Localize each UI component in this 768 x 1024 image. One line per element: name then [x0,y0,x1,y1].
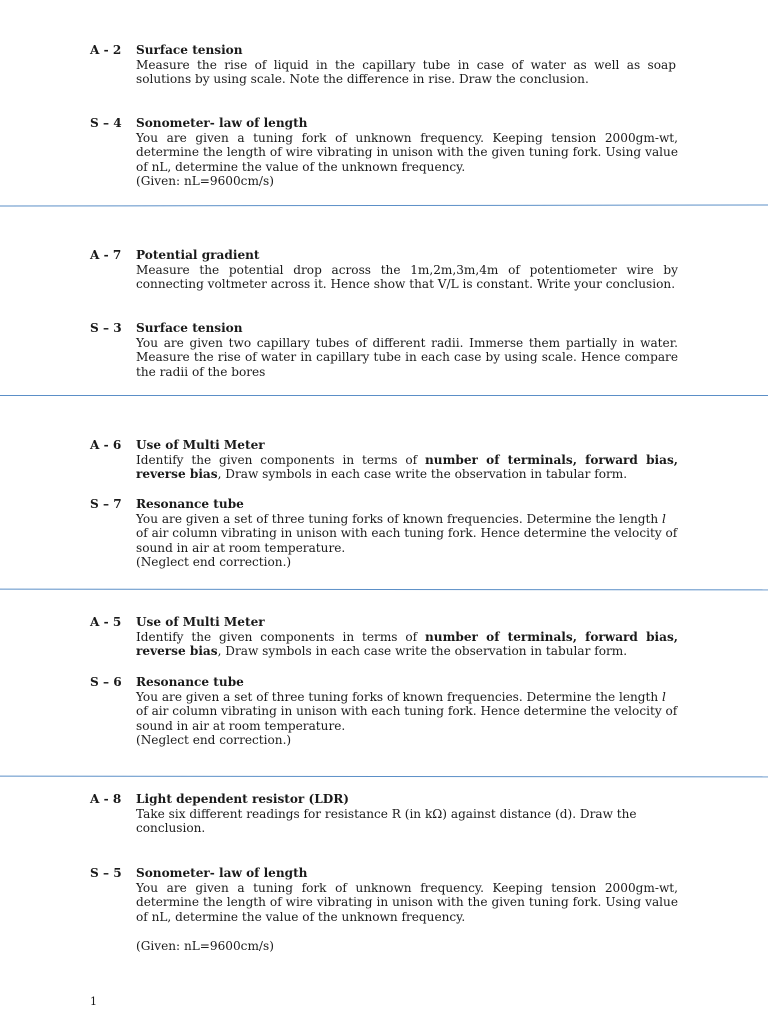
experiment-description [136,512,678,556]
body-text: Identify the given components in terms of [136,629,425,644]
experiment-note: (Given: nL=9600cm/s) [136,938,274,953]
experiment-title: Potential gradient [136,248,260,262]
experiment-description: Take six different readings for resistance R (in kΩ) against distance (d). Draw the conclusion. [136,806,637,836]
experiment-title: Resonance tube [136,675,244,689]
experiment-body [136,263,678,292]
experiment-note: (Neglect end correction.) [136,555,292,570]
experiment-title: Use of Multi Meter [136,438,265,452]
experiment-description: You are given a tuning fork of unknown frequency. Keeping tension 2000gm-wt, determine the length of wire vibrating in unison with the given tuning fork. Using value of nL, determine the value of the unknown frequency. [136,130,678,174]
experiment-title: Light dependent resistor (LDR) [136,792,349,806]
spacer [136,924,678,939]
experiment-code: S – 7 [90,497,122,511]
section-divider [0,776,768,778]
section-divider [0,204,768,206]
experiment-body [136,58,676,87]
experiment-code: A - 7 [90,248,122,262]
experiment-code: A - 6 [90,438,122,452]
body-text: You are given a set of three tuning forks of known frequencies. Determine the length [136,689,663,704]
body-text: of air column vibrating in unison with each tuning fork. Hence determine the velocity of sound in air at room temperature. [136,704,678,733]
experiment-code: A - 2 [90,43,122,57]
experiment-title: Use of Multi Meter [136,615,265,629]
experiment-body [136,807,678,836]
experiment-body [136,453,678,482]
experiment-body [136,512,678,570]
experiment-title: Surface tension [136,43,243,57]
experiment-title: Surface tension [136,321,243,335]
experiment-title: Sonometer- law of length [136,116,308,130]
experiment-code: A - 8 [90,792,122,806]
experiment-note: (Given: nL=9600cm/s) [136,174,274,189]
page-number: 1 [90,995,97,1008]
body-text: You are given a set of three tuning forks of known frequencies. Determine the length [136,511,663,526]
body-text: of air column vibrating in unison with each tuning fork. Hence determine the velocity of sound in air at room temperature. [136,526,678,555]
experiment-title: Sonometer- law of length [136,866,308,880]
experiment-description [136,690,678,734]
section-divider [0,589,768,591]
experiment-description [136,453,678,482]
body-italic-text: l [662,511,666,526]
experiment-description [136,630,678,659]
experiment-title: Resonance tube [136,497,244,511]
body-text: , Draw symbols in each case write the observation in tabular form. [217,644,628,659]
experiment-body [136,690,678,748]
body-bold-text: number of terminals, forward bias, reverse bias [136,452,679,482]
experiment-code: S – 5 [90,866,122,880]
experiment-code: S – 4 [90,116,122,130]
experiment-body [136,881,678,954]
experiment-body [136,131,678,189]
experiment-code: S – 3 [90,321,122,335]
experiment-description: Measure the potential drop across the 1m,2m,3m,4m of potentiometer wire by connecting voltmeter across it. Hence show that V/L is constant. Write your conclusion. [136,262,678,292]
body-bold-text: number of terminals, forward bias, reverse bias [136,629,679,659]
experiment-description: You are given two capillary tubes of different radii. Immerse them partially in water. Measure the rise of water in capillary tube in each case by using scale. Hence compare the radii of the bores [136,335,678,379]
experiment-code: A - 5 [90,615,122,629]
experiment-code: S – 6 [90,675,122,689]
experiment-body [136,336,678,380]
body-text: , Draw symbols in each case write the observation in tabular form. [217,467,628,482]
experiment-note: (Neglect end correction.) [136,733,292,748]
body-text: Identify the given components in terms of [136,452,425,467]
section-divider [0,395,768,396]
experiment-body [136,630,678,659]
experiment-description: You are given a tuning fork of unknown frequency. Keeping tension 2000gm-wt, determine the length of wire vibrating in unison with the given tuning fork. Using value of nL, determine the value of the unknown frequency. [136,880,678,924]
experiment-description: Measure the rise of liquid in the capillary tube in case of water as well as soap solutions by using scale. Note the difference in rise. Draw the conclusion. [136,57,676,87]
body-italic-text: l [662,689,666,704]
